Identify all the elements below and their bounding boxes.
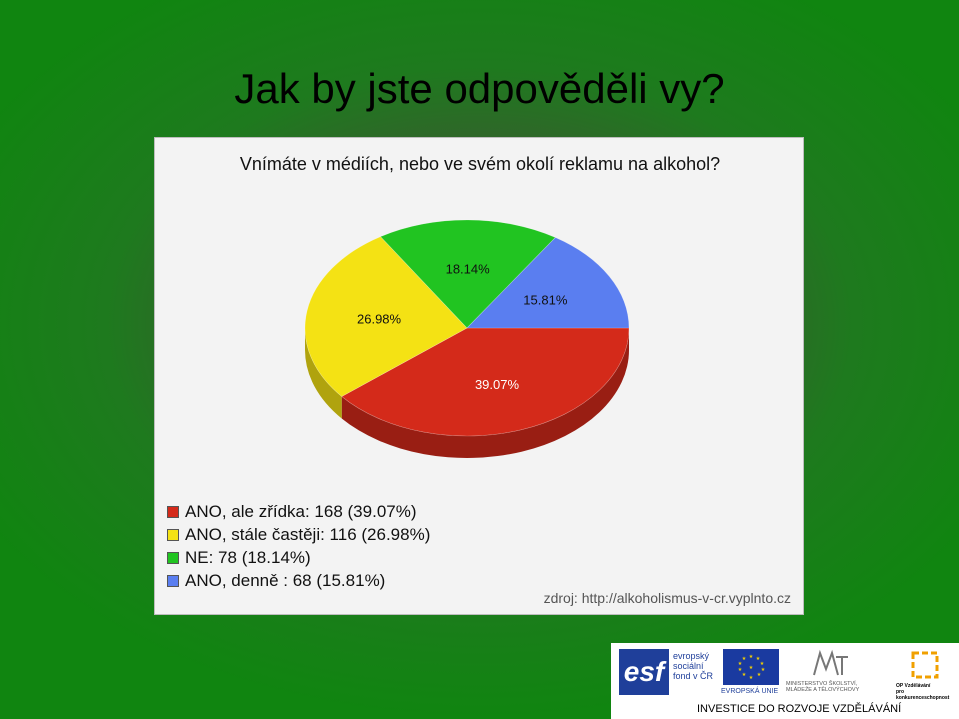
svg-text:★: ★: [741, 656, 747, 662]
legend-item-2: [167, 546, 430, 569]
legend-item-3: [167, 569, 430, 592]
pie-label-1: 26.98%: [357, 311, 402, 327]
funding-logos-bar: [611, 643, 959, 719]
legend-label-3: ANO, denně : 68 (15.81%): [185, 570, 386, 590]
svg-text:★: ★: [748, 654, 754, 660]
svg-text:★: ★: [741, 672, 747, 678]
legend-item-0: [167, 500, 430, 523]
chart-title: Vnímáte v médiích, nebo ve svém okolí reklamu na alkohol?: [239, 154, 721, 174]
eu-flag-icon: [723, 649, 779, 685]
svg-text:★: ★: [748, 675, 754, 681]
op-text: [896, 683, 954, 701]
legend-label-1: ANO, stále častěji: 116 (26.98%): [185, 524, 431, 544]
msmt-line1: MINISTERSTVO ŠKOLSTVÍ,: [786, 681, 858, 687]
op-mark-icon: [896, 649, 954, 681]
svg-text:★: ★: [755, 656, 761, 662]
chart-source: zdroj: http://alkoholismus-v-cr.vyplnto.cz: [543, 590, 791, 606]
esf-logo: esf: [619, 649, 669, 695]
svg-text:★: ★: [737, 667, 743, 673]
svg-text:★: ★: [756, 672, 762, 678]
legend-label-0: ANO, ale zřídka: 168 (39.07%): [185, 501, 417, 521]
op-logo: [896, 649, 954, 701]
esf-line3: fond v ČR: [673, 671, 714, 681]
legend-label-2: NE: 78 (18.14%): [185, 547, 311, 567]
pie-label-2: 18.14%: [445, 261, 490, 277]
msmt-line2: MLÁDEŽE A TĚLOVÝCHOVY: [786, 687, 860, 693]
pie-chart: [155, 138, 805, 498]
op-line2: pro konkurenceschopnost: [896, 689, 950, 701]
msmt-mark-icon: [786, 647, 876, 679]
svg-text:★: ★: [748, 665, 754, 671]
footer-tagline: INVESTICE DO ROZVOJE VZDĚLÁVÁNÍ: [697, 703, 902, 715]
slide-title: Jak by jste odpověděli vy?: [234, 65, 725, 112]
chart-legend: [167, 500, 430, 592]
legend-swatch-3: [167, 575, 179, 587]
legend-swatch-1: [167, 529, 179, 541]
esf-text: [673, 651, 713, 681]
pie-label-3: 15.81%: [523, 292, 568, 308]
legend-swatch-2: [167, 552, 179, 564]
svg-text:★: ★: [737, 661, 743, 667]
eu-label: EVROPSKÁ UNIE: [721, 688, 779, 695]
chart-panel: [154, 137, 804, 615]
svg-text:★: ★: [759, 661, 765, 667]
esf-line1: evropský: [673, 651, 710, 661]
op-line1: OP Vzdělávání: [896, 683, 931, 689]
esf-line2: sociální: [673, 661, 704, 671]
msmt-logo: [786, 647, 876, 695]
svg-text:★: ★: [760, 667, 766, 673]
legend-swatch-0: [167, 506, 179, 518]
legend-item-1: [167, 523, 430, 546]
msmt-text: [786, 681, 859, 693]
pie-label-0: 39.07%: [474, 376, 520, 392]
